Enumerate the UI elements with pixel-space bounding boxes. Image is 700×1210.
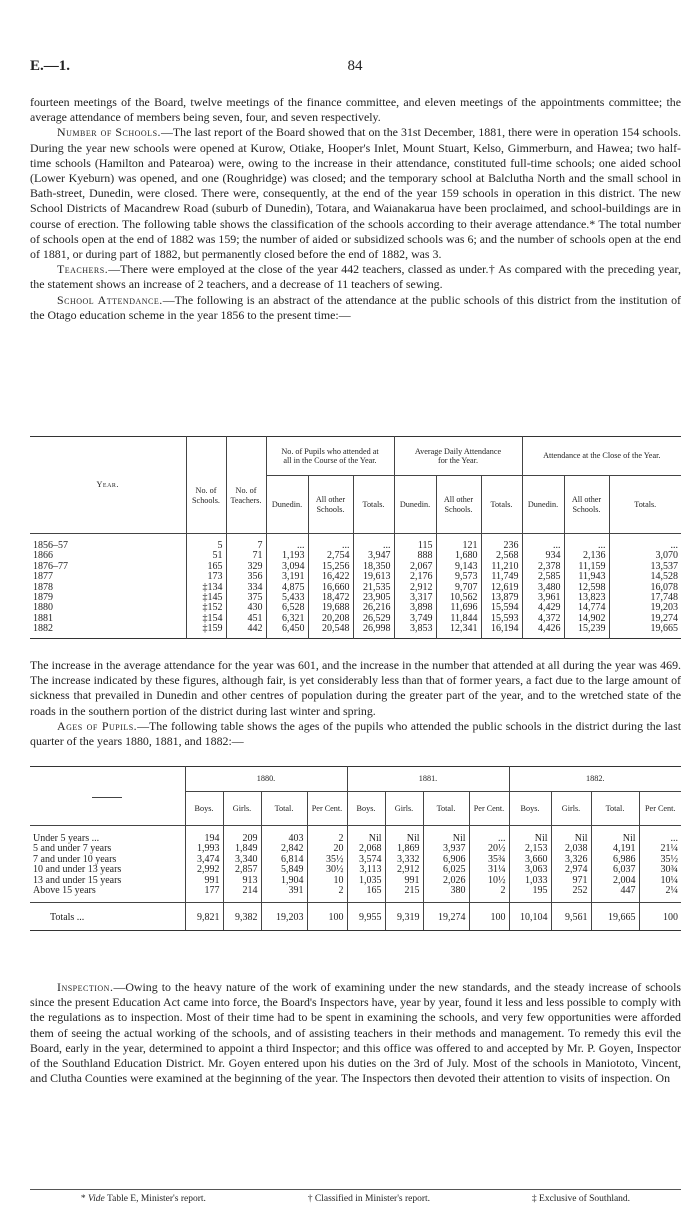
cell-value: 173 [186, 572, 226, 582]
cell-year: 1882 [33, 623, 53, 635]
cell-value: 13,537 [609, 562, 681, 572]
cell-year: 1866 [33, 550, 53, 562]
cell-value: 3,474 [185, 855, 223, 865]
paragraph-body: —There were employed at the close of the year 442 teachers, classed as under.† As compared with the preceding year, the statement shows an increase of 2 teachers, and a decrease of 11 teachers of sewing. [30, 262, 681, 292]
page-number: 84 [347, 58, 363, 74]
section-heading: Number of Schools. [57, 125, 161, 140]
cell-value: 2 [469, 886, 509, 903]
cell-value: Nil [591, 826, 639, 845]
cell-value: 3,961 [522, 593, 564, 603]
cell-value: 11,749 [481, 572, 522, 582]
cell-value: 3,113 [347, 865, 385, 875]
cell-year: 1877 [33, 571, 53, 583]
cell-value: 19,665 [609, 624, 681, 638]
cell-value: Nil [347, 826, 385, 845]
cell-value: 2,568 [481, 551, 522, 561]
cell-value: 9,143 [436, 562, 481, 572]
cell-value: 2,992 [185, 865, 223, 875]
cell-value: 26,998 [353, 624, 394, 638]
cell-value: ... [564, 534, 609, 552]
attendance-table [30, 436, 681, 639]
cell-value: 9,955 [347, 903, 385, 930]
cell-value: 2,585 [522, 572, 564, 582]
cell-value: 26,216 [353, 603, 394, 613]
cell-value: 2,754 [308, 551, 353, 561]
text-block-3 [30, 980, 681, 1086]
cell-value: 10¼ [639, 876, 681, 886]
text-block-2 [30, 658, 681, 749]
cell-value: 209 [223, 826, 261, 845]
cell-value: 451 [226, 614, 266, 624]
cell-value: 14,528 [609, 572, 681, 582]
cell-value: 10½ [469, 876, 509, 886]
cell-value: 9,561 [551, 903, 591, 930]
cell-value: 11,943 [564, 572, 609, 582]
sub-totals: Totals. [609, 476, 681, 534]
paragraph-body: —Owing to the heavy nature of the work of examining under the new standards, and the steady increase of schools since the present Education Act came into force, the Board's Inspectors have, year by year, found it less and less possible to comply with the regulations as to inspection. Most of their time had to be spent in examining the schools, and very few opportunities were afforded them of seeing the actual working of the schools, and of assisting teachers in their methods and management. To remedy this evil the Board, early in the year, determined to appoint a third Inspector; and this office was offered to and accepted by Mr. P. Goyen, Inspector of the Southland Education District. Mr. Goyen entered upon his duties on the 3rd of July. Most of the schools in Maniototo, Vincent, and Clutha Counties were examined at the beginning of the year. The Inspectors then devoted their attention to visits of inspection. On [30, 980, 681, 1086]
section-heading: Teachers. [57, 262, 109, 277]
cell-value: 1,904 [261, 876, 307, 886]
sub-other-schools: All other Schools. [308, 476, 353, 534]
cell-value: ... [266, 534, 308, 552]
sub-total: Total. [261, 792, 307, 826]
section-heading: School Attendance. [57, 292, 163, 307]
cell-value: 1,193 [266, 551, 308, 561]
cell-age-group: 10 and under 13 years [33, 864, 122, 876]
column-year: Year. [96, 480, 119, 490]
cell-value: 334 [226, 583, 266, 593]
cell-value: 115 [394, 534, 436, 552]
footnotes [30, 1189, 681, 1204]
cell-value: 31¼ [469, 865, 509, 875]
cell-value: 3,898 [394, 603, 436, 613]
paragraph-school-attendance [30, 293, 681, 323]
cell-value: 2,857 [223, 865, 261, 875]
cell-value: 100 [307, 903, 347, 930]
sub-girls: Girls. [551, 792, 591, 826]
cell-value: 2¼ [639, 886, 681, 903]
cell-value: 19,274 [423, 903, 469, 930]
cell-value: 35¾ [469, 855, 509, 865]
cell-value: 6,814 [261, 855, 307, 865]
cell-value: 215 [385, 886, 423, 903]
column-age-group [30, 767, 185, 826]
cell-value: 2,068 [347, 844, 385, 854]
cell-value: 9,319 [385, 903, 423, 930]
cell-value: 100 [469, 903, 509, 930]
sub-total: Total. [423, 792, 469, 826]
cell-value: ... [353, 534, 394, 552]
cell-value: 15,594 [481, 603, 522, 613]
cell-value: 4,191 [591, 844, 639, 854]
table-row [30, 624, 681, 638]
cell-value: 1,033 [509, 876, 551, 886]
cell-value: 19,203 [261, 903, 307, 930]
sub-boys: Boys. [185, 792, 223, 826]
cell-value: 3,749 [394, 614, 436, 624]
cell-value: 6,986 [591, 855, 639, 865]
cell-value: 14,902 [564, 614, 609, 624]
cell-value: 19,665 [591, 903, 639, 930]
cell-value: 934 [522, 551, 564, 561]
cell-value: 356 [226, 572, 266, 582]
cell-age-group: Above 15 years [33, 885, 96, 897]
cell-value: ... [639, 826, 681, 845]
cell-year: 1856–57 [33, 540, 68, 551]
cell-value: 375 [226, 593, 266, 603]
sub-boys: Boys. [347, 792, 385, 826]
cell-value: ... [469, 826, 509, 845]
cell-value: 18,472 [308, 593, 353, 603]
cell-value: 236 [481, 534, 522, 552]
sub-per-cent: Per Cent. [639, 792, 681, 826]
cell-value: 2,153 [509, 844, 551, 854]
cell-value: ‡145 [186, 593, 226, 603]
cell-value: 3,660 [509, 855, 551, 865]
cell-value: ‡159 [186, 624, 226, 638]
cell-value: 10 [307, 876, 347, 886]
cell-value: 12,341 [436, 624, 481, 638]
cell-value: 26,529 [353, 614, 394, 624]
column-schools: No. of Schools. [186, 437, 226, 534]
cell-value: 430 [226, 603, 266, 613]
cell-value: 2,842 [261, 844, 307, 854]
cell-value: 6,025 [423, 865, 469, 875]
report-reference: E.—1. [30, 58, 71, 74]
sub-totals: Totals. [481, 476, 522, 534]
paragraph-increase: The increase in the average attendance for the year was 601, and the increase in the number that attended at all during the year was 469. The increase indicated by these figures, although fair, is yet considerably less than that of former years, a fact due to the large amount of sickness that prevailed in Dunedin and other centres of population during the greater part of the year, and to the wretched state of the roads in the southern portion of the district during last winter and spring. [30, 658, 681, 718]
section-heading: Inspection. [57, 980, 114, 994]
cell-value: 4,875 [266, 583, 308, 593]
cell-value: 403 [261, 826, 307, 845]
cell-year: 1878 [33, 581, 53, 593]
cell-value: 177 [185, 886, 223, 903]
cell-value: 11,696 [436, 603, 481, 613]
cell-value: 6,037 [591, 865, 639, 875]
cell-value: 1,869 [385, 844, 423, 854]
cell-value: 9,707 [436, 583, 481, 593]
cell-value: 3,191 [266, 572, 308, 582]
cell-value: 35½ [639, 855, 681, 865]
cell-value: 991 [385, 876, 423, 886]
footnote-exclusive: ‡ Exclusive of Southland. [531, 1194, 631, 1204]
paragraph-teachers [30, 262, 681, 292]
cell-value: 11,210 [481, 562, 522, 572]
ages-table-body [30, 826, 681, 931]
cell-value: 21,535 [353, 583, 394, 593]
cell-value: 15,239 [564, 624, 609, 638]
cell-value: 13,879 [481, 593, 522, 603]
cell-value: 2,004 [591, 876, 639, 886]
cell-value: 3,340 [223, 855, 261, 865]
cell-value: 4,426 [522, 624, 564, 638]
sub-dunedin: Dunedin. [394, 476, 436, 534]
cell-value: Nil [551, 826, 591, 845]
cell-value: 15,256 [308, 562, 353, 572]
cell-value: 20½ [469, 844, 509, 854]
page-header [30, 58, 680, 78]
paragraph-number-of-schools [30, 125, 681, 262]
cell-value: 6,528 [266, 603, 308, 613]
cell-value: 1,993 [185, 844, 223, 854]
attendance-table-body [30, 534, 681, 639]
cell-value: 195 [509, 886, 551, 903]
cell-year: 1880 [33, 602, 53, 614]
cell-value: 71 [226, 551, 266, 561]
cell-value: ... [522, 534, 564, 552]
cell-value: 2,038 [551, 844, 591, 854]
cell-value: 12,598 [564, 583, 609, 593]
cell-value: 2,378 [522, 562, 564, 572]
cell-value: 991 [185, 876, 223, 886]
cell-value: 252 [551, 886, 591, 903]
cell-value: 15,593 [481, 614, 522, 624]
year-1881: 1881. [347, 767, 509, 792]
cell-value: 4,429 [522, 603, 564, 613]
cell-value: 12,619 [481, 583, 522, 593]
table-row [30, 886, 681, 903]
cell-value: 3,853 [394, 624, 436, 638]
cell-value: 121 [436, 534, 481, 552]
cell-value: 2 [307, 886, 347, 903]
footnote-classified: † Classified in Minister's report. [307, 1194, 431, 1204]
sub-per-cent: Per Cent. [307, 792, 347, 826]
cell-value: 1,849 [223, 844, 261, 854]
cell-value: 23,905 [353, 593, 394, 603]
cell-value: 10,562 [436, 593, 481, 603]
column-teachers: No. of Teachers. [226, 437, 266, 534]
cell-value: 35½ [307, 855, 347, 865]
cell-value: 3,332 [385, 855, 423, 865]
cell-value: 329 [226, 562, 266, 572]
cell-value: ... [609, 534, 681, 552]
cell-value: 214 [223, 886, 261, 903]
cell-value: 19,203 [609, 603, 681, 613]
sub-other-schools: All other Schools. [436, 476, 481, 534]
cell-value: 391 [261, 886, 307, 903]
year-1882: 1882. [509, 767, 681, 792]
cell-age-group: 7 and under 10 years [33, 853, 117, 865]
cell-value: 14,774 [564, 603, 609, 613]
cell-value: 6,321 [266, 614, 308, 624]
cell-age-group: 5 and under 7 years [33, 843, 112, 855]
cell-value: 19,613 [353, 572, 394, 582]
year-1880: 1880. [185, 767, 347, 792]
sub-per-cent: Per Cent. [469, 792, 509, 826]
cell-age-group: 13 and under 15 years [33, 874, 122, 886]
footnote-vide: * Vide Table E, Minister's report. [80, 1194, 206, 1204]
cell-value: 2,136 [564, 551, 609, 561]
cell-value: 2,912 [385, 865, 423, 875]
cell-value: 11,159 [564, 562, 609, 572]
cell-value: 3,317 [394, 593, 436, 603]
cell-year: 1881 [33, 612, 53, 624]
cell-value: 5 [186, 534, 226, 552]
cell-value: 165 [347, 886, 385, 903]
cell-age-group: Totals ... [30, 903, 185, 930]
cell-value: 9,821 [185, 903, 223, 930]
group-average-attendance: Average Daily Attendance for the Year. [394, 437, 522, 476]
cell-value: 165 [186, 562, 226, 572]
cell-value: 442 [226, 624, 266, 638]
cell-value: 913 [223, 876, 261, 886]
cell-value: 21¼ [639, 844, 681, 854]
cell-value: 5,849 [261, 865, 307, 875]
cell-value: 380 [423, 886, 469, 903]
cell-value: 16,422 [308, 572, 353, 582]
cell-value: 51 [186, 551, 226, 561]
cell-value: 2,067 [394, 562, 436, 572]
cell-value: 3,574 [347, 855, 385, 865]
cell-value: Nil [509, 826, 551, 845]
cell-value: Nil [385, 826, 423, 845]
cell-value: 9,573 [436, 572, 481, 582]
cell-value: 4,372 [522, 614, 564, 624]
cell-value: 16,660 [308, 583, 353, 593]
cell-value: 6,906 [423, 855, 469, 865]
group-pupils-attended: No. of Pupils who attended at all in the Course of the Year. [266, 437, 394, 476]
sub-dunedin: Dunedin. [266, 476, 308, 534]
cell-value: 13,823 [564, 593, 609, 603]
cell-value: 16,194 [481, 624, 522, 638]
section-heading: Ages of Pupils. [57, 718, 138, 733]
cell-value: 30½ [307, 865, 347, 875]
cell-value: 971 [551, 876, 591, 886]
cell-value: 194 [185, 826, 223, 845]
sub-girls: Girls. [223, 792, 261, 826]
cell-value: Nil [423, 826, 469, 845]
sub-boys: Boys. [509, 792, 551, 826]
cell-value: 20,208 [308, 614, 353, 624]
cell-value: 2 [307, 826, 347, 845]
cell-value: 19,274 [609, 614, 681, 624]
cell-value: 1,680 [436, 551, 481, 561]
totals-row [30, 903, 681, 930]
paragraph-body: —The following table shows the ages of the pupils who attended the public schools in the district during the last quarter of the years 1880, 1881, and 1882:— [30, 718, 681, 749]
sub-girls: Girls. [385, 792, 423, 826]
cell-value: 2,912 [394, 583, 436, 593]
cell-value: 3,326 [551, 855, 591, 865]
sub-total: Total. [591, 792, 639, 826]
cell-value: 5,433 [266, 593, 308, 603]
table-row [30, 534, 681, 552]
cell-value: 3,063 [509, 865, 551, 875]
cell-value: 3,947 [353, 551, 394, 561]
paragraph-inspection [30, 980, 681, 1086]
sub-totals: Totals. [353, 476, 394, 534]
paragraph-body: —The last report of the Board showed that on the 31st December, 1881, there were in operation 154 schools. During the year new schools were opened at Kurow, Otiake, Hooper's Inlet, Mount Stuart, Kelso, Gimmerburn, and Hawea; two half-time schools (Hamilton and Patearoa) were, owing to the increase in their attendance, constituted full-time schools; one aided school (Lower Kyeburn) was opened, and one (Roughridge) was closed; and the temporary school at Balclutha North and the small school in Bath-street, Dunedin, were closed. There were, consequently, at the end of the year 159 schools in operation in this district. The new School Districts of Macandrew Road (suburb of Dunedin), Totara, and Waianakarua have been proclaimed, and school-buildings are in course of erection. The following table shows the classification of the schools according to their average attendance.* The total number of schools open at the end of 1882 was 159; the number of aided or subsidized schools was 6; and the number of schools open at the end of 1881, or during part of 1882, but permanently closed before the end of 1882, was 3. [30, 125, 681, 262]
sub-other-schools: All other Schools. [564, 476, 609, 534]
cell-value: 16,078 [609, 583, 681, 593]
cell-value: 3,480 [522, 583, 564, 593]
cell-value: ‡152 [186, 603, 226, 613]
cell-value: 17,748 [609, 593, 681, 603]
cell-value: 3,094 [266, 562, 308, 572]
cell-value: 19,688 [308, 603, 353, 613]
cell-value: 2,026 [423, 876, 469, 886]
cell-value: 9,382 [223, 903, 261, 930]
cell-value: 10,104 [509, 903, 551, 930]
paragraph-ages-of-pupils [30, 719, 681, 749]
cell-value: 1,035 [347, 876, 385, 886]
cell-value: 447 [591, 886, 639, 903]
cell-value: ... [308, 534, 353, 552]
cell-value: 20 [307, 844, 347, 854]
table-row [30, 826, 681, 845]
cell-value: 888 [394, 551, 436, 561]
cell-value: ‡134 [186, 583, 226, 593]
paragraph-body: —The following is an abstract of the attendance at the public schools of this district from the institution of the Otago education scheme in the year 1856 to the present time:— [30, 292, 681, 322]
cell-year: 1879 [33, 592, 53, 604]
cell-value: ‡154 [186, 614, 226, 624]
sub-dunedin: Dunedin. [522, 476, 564, 534]
cell-value: 100 [639, 903, 681, 930]
cell-value: 11,844 [436, 614, 481, 624]
cell-value: 30¾ [639, 865, 681, 875]
group-close-attendance: Attendance at the Close of the Year. [522, 437, 681, 476]
ages-table [30, 766, 681, 931]
cell-value: 3,937 [423, 844, 469, 854]
cell-value: 3,070 [609, 551, 681, 561]
paragraph-board-meetings: fourteen meetings of the Board, twelve meetings of the finance committee, and eleven meetings of the appointments committee; the average attendance of members being seven, four, and seven respectively. [30, 95, 681, 125]
cell-year: 1876–77 [33, 560, 68, 572]
cell-value: 18,350 [353, 562, 394, 572]
cell-value: 20,548 [308, 624, 353, 638]
cell-value: 2,176 [394, 572, 436, 582]
cell-value: 2,974 [551, 865, 591, 875]
cell-value: 6,450 [266, 624, 308, 638]
cell-value: 7 [226, 534, 266, 552]
cell-age-group: Under 5 years ... [33, 833, 100, 844]
text-block-1 [30, 95, 681, 323]
